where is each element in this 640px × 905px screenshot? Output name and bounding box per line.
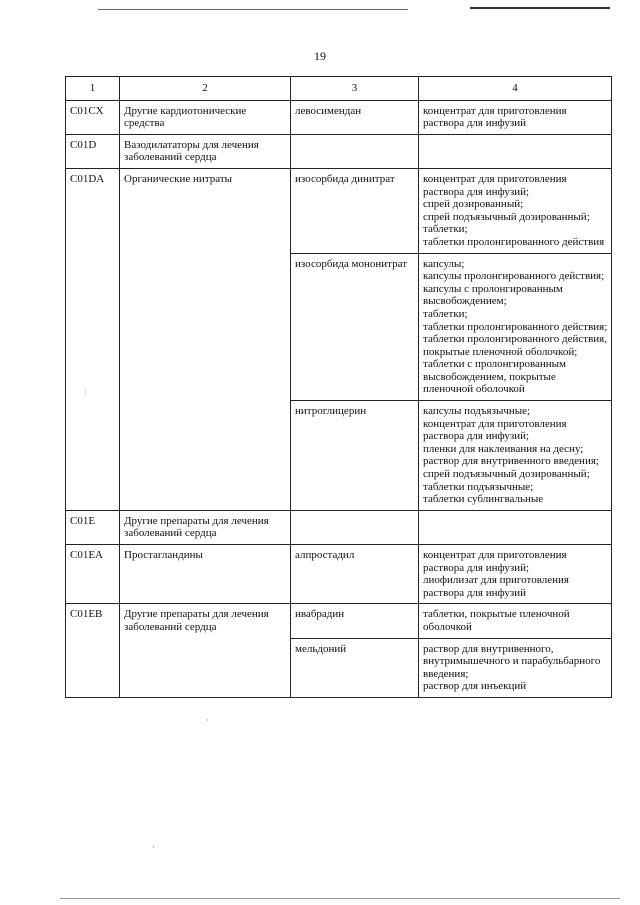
dosage-form: лиофилизат для приготовления раствора для инфузий: [423, 574, 569, 599]
atc-code-cell: C01DA: [66, 168, 120, 510]
dosage-form: спрей подъязычный дозированный;: [423, 210, 590, 223]
scan-artifact-line-right: [470, 7, 610, 9]
table-row: [66, 168, 612, 253]
table-body: [66, 100, 612, 697]
dosage-form: раствор для внутривенного, внутримышечного и парабульбарного введения;: [423, 642, 601, 680]
dosage-forms-cell: [419, 401, 612, 511]
drug-name-cell: алпростадил: [291, 545, 419, 604]
dosage-form: таблетки подъязычные;: [423, 480, 534, 493]
table-row: [66, 604, 612, 638]
dosage-form: таблетки пролонгированного действия: [423, 235, 605, 248]
group-name-cell: Простагландины: [120, 545, 291, 604]
table-row: [66, 100, 612, 134]
column-header: 1: [66, 77, 120, 101]
stray-mark: ·: [206, 716, 209, 725]
dosage-form: капсулы с пролонгированным высвобождением;: [423, 282, 563, 308]
drug-name-cell: нитроглицерин: [291, 401, 419, 511]
dosage-forms-cell: [419, 134, 612, 168]
dosage-form: таблетки сублингвальные: [423, 493, 544, 506]
atc-code-cell: C01D: [66, 134, 120, 168]
column-header: 3: [291, 77, 419, 101]
atc-code-cell: C01EB: [66, 604, 120, 698]
drug-name-cell: мельдоний: [291, 638, 419, 697]
dosage-form: таблетки пролонгированного действия;: [423, 320, 608, 333]
drug-name-cell: [291, 510, 419, 544]
group-name-cell: Органические нитраты: [120, 168, 291, 510]
dosage-form: спрей дозированный;: [423, 198, 524, 211]
dosage-form: концентрат для приготовления раствора для инфузий;: [423, 417, 567, 443]
atc-code-cell: C01E: [66, 510, 120, 544]
page-number: 19: [314, 49, 326, 63]
group-name-cell: Другие препараты для лечения заболеваний сердца: [120, 510, 291, 544]
dosage-form: таблетки;: [423, 307, 468, 320]
dosage-forms-cell: [419, 510, 612, 544]
drug-name-cell: [291, 134, 419, 168]
dosage-form: таблетки;: [423, 223, 468, 236]
dosage-form: пленки для наклеивания на десну;: [423, 442, 584, 455]
atc-code-cell: C01CX: [66, 100, 120, 134]
dosage-forms-cell: [419, 253, 612, 401]
table-row: [66, 510, 612, 544]
atc-code-cell: C01EA: [66, 545, 120, 604]
column-header: 2: [120, 77, 291, 101]
dosage-form: капсулы пролонгированного действия;: [423, 270, 605, 283]
stray-mark: ·: [152, 843, 155, 852]
dosage-forms-cell: [419, 168, 612, 253]
dosage-form: таблетки с пролонгированным высвобождением, покрытые пленочной оболочкой: [423, 358, 567, 396]
group-name-cell: Другие препараты для лечения заболеваний сердца: [120, 604, 291, 698]
table-header-row: [66, 77, 612, 101]
drug-name-cell: ивабрадин: [291, 604, 419, 638]
group-name-cell: Вазодилататоры для лечения заболеваний сердца: [120, 134, 291, 168]
dosage-form: концентрат для приготовления раствора для инфузий: [423, 104, 567, 130]
dosage-forms-cell: [419, 604, 612, 638]
group-name-cell: Другие кардиотонические средства: [120, 100, 291, 134]
dosage-form: раствор для инъекций: [423, 680, 527, 693]
dosage-form: таблетки, покрытые пленочной оболочкой: [423, 608, 570, 633]
table-row: [66, 134, 612, 168]
scan-artifact-line-bottom: [60, 898, 620, 899]
dosage-form: концентрат для приготовления раствора для инфузий;: [423, 172, 567, 198]
drug-name-cell: изосорбида динитрат: [291, 168, 419, 253]
dosage-form: капсулы подъязычные;: [423, 405, 531, 418]
dosage-forms-cell: [419, 100, 612, 134]
dosage-form: таблетки пролонгированного действия, покрытые пленочной оболочкой;: [423, 333, 607, 358]
dosage-form: концентрат для приготовления раствора для инфузий;: [423, 549, 567, 574]
drug-name-cell: левосимендан: [291, 100, 419, 134]
dosage-form: спрей подъязычный дозированный;: [423, 468, 590, 481]
table-row: [66, 545, 612, 604]
stray-mark: ·: [84, 388, 87, 397]
dosage-form: раствор для внутривенного введения;: [423, 455, 599, 468]
dosage-forms-cell: [419, 545, 612, 604]
dosage-form: капсулы;: [423, 257, 465, 270]
drug-list-table: [65, 76, 612, 698]
scan-artifact-line-left: [98, 9, 408, 10]
drug-name-cell: изосорбида мононитрат: [291, 253, 419, 401]
column-header: 4: [419, 77, 612, 101]
dosage-forms-cell: [419, 638, 612, 697]
